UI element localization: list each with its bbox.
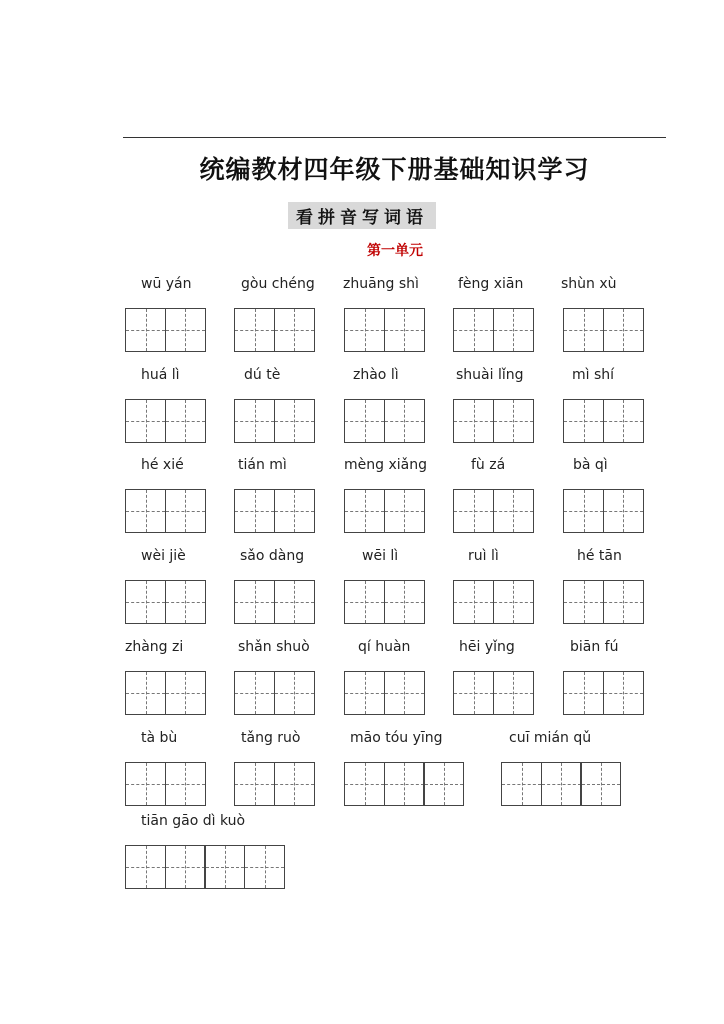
writing-cell[interactable] bbox=[603, 671, 644, 715]
pinyin-label: ruì lì bbox=[468, 548, 499, 564]
pinyin-label: tǎng ruò bbox=[241, 730, 301, 746]
pinyin-label: shuài lǐng bbox=[456, 367, 524, 383]
writing-grid bbox=[234, 489, 313, 533]
writing-cell[interactable] bbox=[453, 671, 494, 715]
writing-cell[interactable] bbox=[603, 399, 644, 443]
writing-cell[interactable] bbox=[493, 489, 534, 533]
writing-grid bbox=[563, 580, 642, 624]
writing-cell[interactable] bbox=[603, 489, 644, 533]
writing-grid bbox=[344, 399, 423, 443]
writing-cell[interactable] bbox=[453, 308, 494, 352]
writing-cell[interactable] bbox=[125, 399, 166, 443]
writing-cell[interactable] bbox=[125, 671, 166, 715]
writing-cell[interactable] bbox=[453, 399, 494, 443]
writing-cell[interactable] bbox=[125, 489, 166, 533]
writing-cell[interactable] bbox=[493, 308, 534, 352]
pinyin-label: zhàng zi bbox=[125, 639, 184, 655]
writing-cell[interactable] bbox=[344, 399, 385, 443]
top-rule bbox=[123, 137, 666, 138]
pinyin-label: zhào lì bbox=[353, 367, 399, 383]
pinyin-label: hé xié bbox=[141, 457, 184, 473]
writing-grid bbox=[563, 671, 642, 715]
writing-cell[interactable] bbox=[274, 399, 315, 443]
writing-grid bbox=[344, 671, 423, 715]
pinyin-label: qí huàn bbox=[358, 639, 411, 655]
writing-cell[interactable] bbox=[541, 762, 582, 806]
writing-cell[interactable] bbox=[384, 580, 425, 624]
pinyin-label: mèng xiǎng bbox=[344, 457, 427, 473]
writing-grid bbox=[125, 762, 204, 806]
writing-cell[interactable] bbox=[384, 399, 425, 443]
writing-cell[interactable] bbox=[563, 399, 604, 443]
writing-cell[interactable] bbox=[125, 845, 166, 889]
pinyin-label: hé tān bbox=[577, 548, 622, 564]
writing-grid bbox=[125, 845, 284, 889]
writing-grid bbox=[453, 308, 532, 352]
pinyin-label: māo tóu yīng bbox=[350, 730, 443, 746]
writing-grid bbox=[453, 671, 532, 715]
writing-cell[interactable] bbox=[493, 580, 534, 624]
writing-cell[interactable] bbox=[493, 671, 534, 715]
writing-cell[interactable] bbox=[165, 671, 206, 715]
writing-cell[interactable] bbox=[344, 762, 385, 806]
writing-cell[interactable] bbox=[384, 671, 425, 715]
writing-grid bbox=[563, 489, 642, 533]
writing-grid bbox=[125, 399, 204, 443]
pinyin-label: tiān gāo dì kuò bbox=[141, 813, 246, 829]
writing-cell[interactable] bbox=[274, 580, 315, 624]
writing-cell[interactable] bbox=[501, 762, 542, 806]
writing-cell[interactable] bbox=[125, 762, 166, 806]
writing-cell[interactable] bbox=[563, 580, 604, 624]
writing-grid bbox=[453, 399, 532, 443]
writing-grid bbox=[563, 308, 642, 352]
writing-cell[interactable] bbox=[125, 580, 166, 624]
pinyin-label: wēi lì bbox=[362, 548, 399, 564]
writing-cell[interactable] bbox=[384, 489, 425, 533]
pinyin-label: hēi yǐng bbox=[459, 639, 515, 655]
writing-grid bbox=[234, 762, 313, 806]
writing-cell[interactable] bbox=[234, 489, 275, 533]
pinyin-label: tà bù bbox=[141, 730, 178, 746]
writing-cell[interactable] bbox=[234, 671, 275, 715]
writing-grid bbox=[453, 489, 532, 533]
pinyin-label: shùn xù bbox=[561, 276, 617, 292]
pinyin-label: gòu chéng bbox=[241, 276, 315, 292]
writing-cell[interactable] bbox=[274, 308, 315, 352]
pinyin-label: fèng xiān bbox=[458, 276, 524, 292]
pinyin-label: biān fú bbox=[570, 639, 619, 655]
writing-cell[interactable] bbox=[453, 489, 494, 533]
pinyin-label: tián mì bbox=[238, 457, 287, 473]
pinyin-label: huá lì bbox=[141, 367, 180, 383]
writing-cell[interactable] bbox=[125, 308, 166, 352]
writing-cell[interactable] bbox=[165, 399, 206, 443]
pinyin-label: wèi jiè bbox=[141, 548, 186, 564]
writing-cell[interactable] bbox=[165, 845, 206, 889]
writing-cell[interactable] bbox=[274, 762, 315, 806]
writing-cell[interactable] bbox=[493, 399, 534, 443]
writing-grid bbox=[125, 308, 204, 352]
writing-cell[interactable] bbox=[165, 580, 206, 624]
writing-cell[interactable] bbox=[453, 580, 494, 624]
writing-grid bbox=[344, 308, 423, 352]
writing-cell[interactable] bbox=[563, 489, 604, 533]
writing-cell[interactable] bbox=[165, 308, 206, 352]
unit-heading: 第一单元 bbox=[367, 243, 423, 259]
writing-cell[interactable] bbox=[234, 762, 275, 806]
writing-cell[interactable] bbox=[344, 580, 385, 624]
writing-cell[interactable] bbox=[204, 845, 245, 889]
pinyin-label: bà qì bbox=[573, 457, 608, 473]
pinyin-label: mì shí bbox=[572, 367, 615, 383]
pinyin-label: dú tè bbox=[244, 367, 281, 383]
pinyin-label: sǎo dàng bbox=[240, 548, 305, 564]
writing-grid bbox=[344, 489, 423, 533]
pinyin-label: shǎn shuò bbox=[238, 639, 310, 655]
writing-grid bbox=[344, 762, 463, 806]
pinyin-label: zhuāng shì bbox=[343, 276, 419, 292]
writing-grid bbox=[125, 671, 204, 715]
writing-cell[interactable] bbox=[234, 580, 275, 624]
writing-grid bbox=[344, 580, 423, 624]
writing-cell[interactable] bbox=[234, 308, 275, 352]
writing-cell[interactable] bbox=[384, 308, 425, 352]
writing-cell[interactable] bbox=[234, 399, 275, 443]
subtitle-wrap bbox=[0, 202, 724, 229]
writing-grid bbox=[501, 762, 620, 806]
section-subtitle: 看拼音写词语 bbox=[288, 202, 436, 229]
writing-cell[interactable] bbox=[603, 580, 644, 624]
writing-cell[interactable] bbox=[384, 762, 425, 806]
writing-cell[interactable] bbox=[165, 762, 206, 806]
writing-grid bbox=[125, 489, 204, 533]
writing-grid bbox=[125, 580, 204, 624]
writing-cell[interactable] bbox=[344, 308, 385, 352]
writing-grid bbox=[234, 580, 313, 624]
writing-grid bbox=[563, 399, 642, 443]
writing-grid bbox=[234, 399, 313, 443]
writing-cell[interactable] bbox=[603, 308, 644, 352]
pinyin-label: cuī mián qǔ bbox=[509, 730, 592, 746]
pinyin-label: fù zá bbox=[471, 457, 506, 473]
writing-grid bbox=[234, 308, 313, 352]
page-title: 统编教材四年级下册基础知识学习 bbox=[199, 155, 590, 184]
writing-cell[interactable] bbox=[344, 489, 385, 533]
writing-cell[interactable] bbox=[274, 489, 315, 533]
writing-cell[interactable] bbox=[580, 762, 621, 806]
writing-cell[interactable] bbox=[244, 845, 285, 889]
writing-cell[interactable] bbox=[423, 762, 464, 806]
writing-cell[interactable] bbox=[563, 671, 604, 715]
writing-cell[interactable] bbox=[563, 308, 604, 352]
writing-cell[interactable] bbox=[274, 671, 315, 715]
writing-cell[interactable] bbox=[165, 489, 206, 533]
writing-cell[interactable] bbox=[344, 671, 385, 715]
writing-grid bbox=[453, 580, 532, 624]
writing-grid bbox=[234, 671, 313, 715]
pinyin-label: wū yán bbox=[141, 276, 192, 292]
